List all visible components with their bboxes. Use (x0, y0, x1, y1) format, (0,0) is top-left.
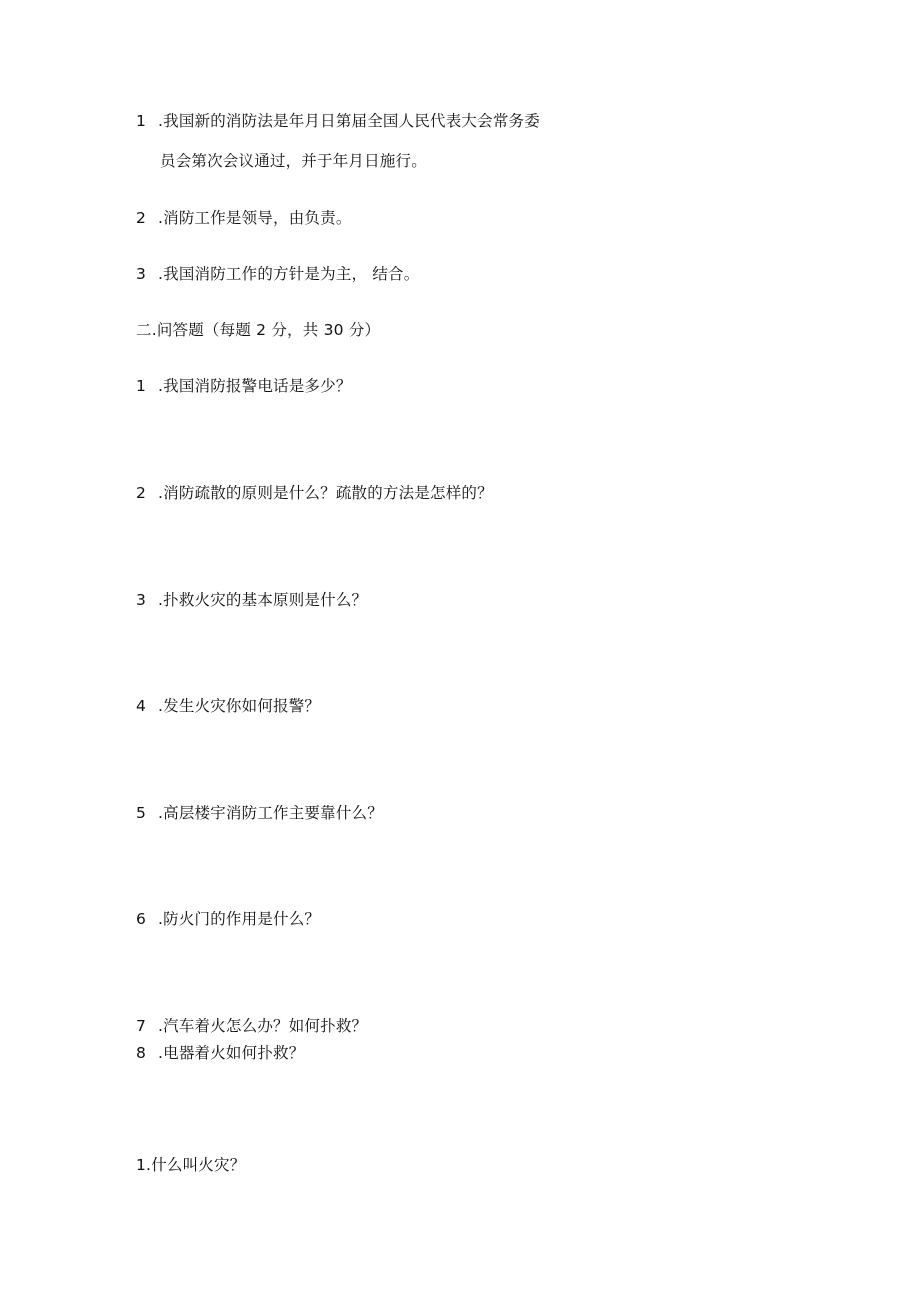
qa-question-5 (136, 803, 383, 823)
qa-question-8 (136, 1043, 304, 1063)
question-text: .高层楼宇消防工作主要靠什么？ (158, 804, 383, 822)
question-text: .我国消防报警电话是多少？ (158, 377, 352, 395)
qa-question-2 (136, 483, 493, 503)
blank-question-1 (136, 111, 540, 131)
question-number: 5 (136, 804, 147, 822)
section-heading: 二.问答题（每题 2 分，共 30 分） (136, 321, 381, 339)
question-text: .我国新的消防法是年月日第届全国人民代表大会常务委 (158, 112, 540, 130)
question-text: .防火门的作用是什么？ (158, 910, 321, 928)
question-number: 2 (136, 484, 147, 502)
question-number: 7 (136, 1017, 147, 1035)
question-number: 4 (136, 697, 147, 715)
question-text: .电器着火如何扑救？ (158, 1044, 305, 1062)
question-number: 6 (136, 910, 147, 928)
question-number: 3 (136, 591, 147, 609)
question-text: .我国消防工作的方针是为主， 结合。 (158, 265, 420, 283)
extra-question: 1.什么叫火灾？ (136, 1156, 246, 1174)
question-number: 8 (136, 1044, 147, 1062)
qa-question-6 (136, 909, 320, 929)
blank-question-1-continuation (160, 151, 427, 171)
qa-question-3 (136, 590, 367, 610)
question-number: 3 (136, 265, 147, 283)
blank-question-2 (136, 208, 352, 228)
question-text: .发生火灾你如何报警？ (158, 697, 321, 715)
question-text: .消防工作是领导，由负责。 (158, 209, 352, 227)
qa-question-1 (136, 376, 352, 396)
qa-question-4 (136, 696, 320, 716)
qa-question-7 (136, 1016, 367, 1036)
question-number: 1 (136, 377, 147, 395)
question-text: 员会第次会议通过，并于年月日施行。 (160, 152, 427, 170)
question-number: 1 (136, 112, 147, 130)
question-text: .消防疏散的原则是什么？疏散的方法是怎样的？ (158, 484, 493, 502)
question-number: 2 (136, 209, 147, 227)
blank-question-3 (136, 264, 419, 284)
question-text: .扑救火灾的基本原则是什么？ (158, 591, 368, 609)
question-text: .汽车着火怎么办？如何扑救？ (158, 1017, 368, 1035)
